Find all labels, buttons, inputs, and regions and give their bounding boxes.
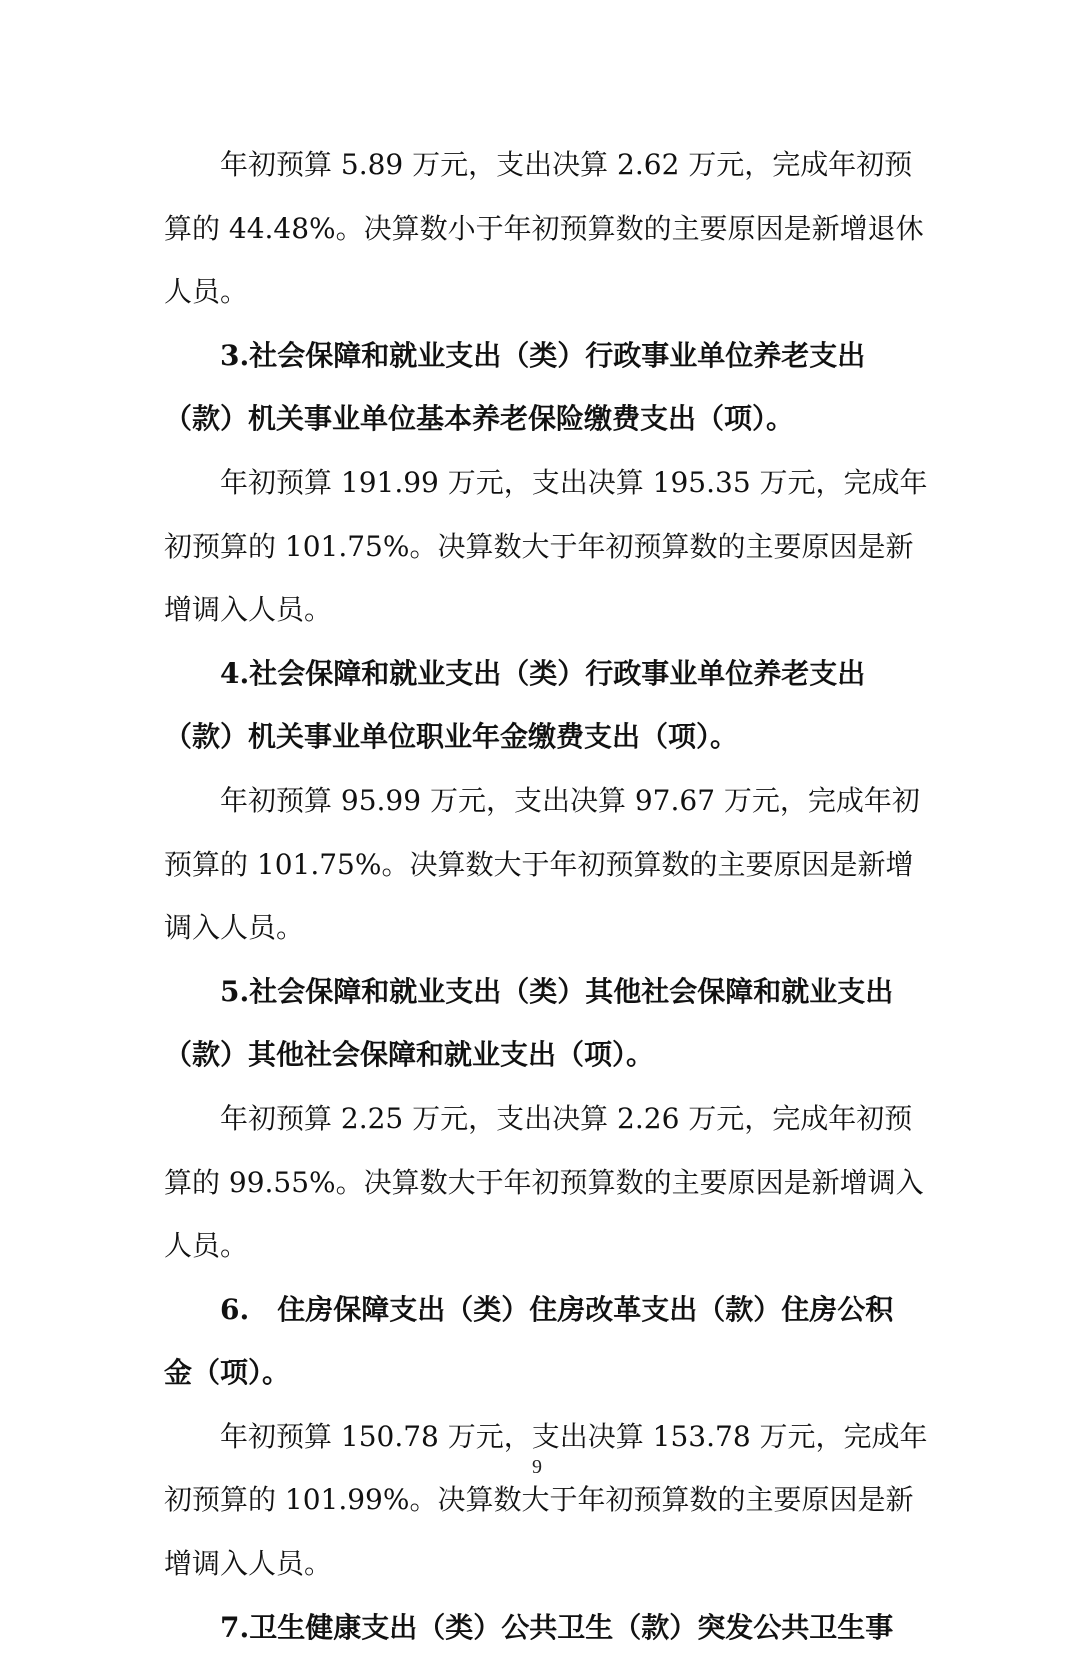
paragraph-line: 人员。 xyxy=(164,275,249,309)
section-heading-line: 7.卫生健康支出（类）公共卫生（款）突发公共卫生事 xyxy=(220,1610,894,1644)
page-body xyxy=(164,133,928,1659)
paragraph-line: 初预算的 101.99%。决算数大于年初预算数的主要原因是新 xyxy=(164,1483,914,1517)
paragraph-line: 年初预算 150.78 万元，支出决算 153.78 万元，完成年 xyxy=(220,1419,928,1453)
paragraph-line: 预算的 101.75%。决算数大于年初预算数的主要原因是新增 xyxy=(164,847,914,881)
paragraph-line: 算的 44.48%。决算数小于年初预算数的主要原因是新增退休 xyxy=(164,211,924,245)
section-heading-line: 6. 住房保障支出（类）住房改革支出（款）住房公积 xyxy=(220,1292,894,1326)
section-heading-line: 5.社会保障和就业支出（类）其他社会保障和就业支出 xyxy=(220,974,894,1008)
section-heading-line: 3.社会保障和就业支出（类）行政事业单位养老支出 xyxy=(220,338,866,372)
paragraph-line: 调入人员。 xyxy=(164,911,305,945)
paragraph-line: 增调入人员。 xyxy=(164,1547,333,1581)
paragraph-line: 初预算的 101.75%。决算数大于年初预算数的主要原因是新 xyxy=(164,529,914,563)
paragraph-line: 人员。 xyxy=(164,1229,249,1263)
section-heading-line: 金（项）。 xyxy=(164,1356,291,1390)
paragraph-line: 增调入人员。 xyxy=(164,593,333,627)
paragraph-line: 算的 99.55%。决算数大于年初预算数的主要原因是新增调入 xyxy=(164,1165,924,1199)
section-heading-line: （款）机关事业单位基本养老保险缴费支出（项）。 xyxy=(164,402,795,436)
section-heading-line: （款）其他社会保障和就业支出（项）。 xyxy=(164,1038,655,1072)
section-heading-line: （款）机关事业单位职业年金缴费支出（项）。 xyxy=(164,720,739,754)
paragraph-line: 年初预算 191.99 万元，支出决算 195.35 万元，完成年 xyxy=(220,465,928,499)
paragraph-line: 年初预算 95.99 万元，支出决算 97.67 万元，完成年初 xyxy=(220,783,920,817)
section-heading-line: 4.社会保障和就业支出（类）行政事业单位养老支出 xyxy=(220,656,866,690)
page-number: 9 xyxy=(532,1456,542,1478)
paragraph-line: 年初预算 5.89 万元，支出决算 2.62 万元，完成年初预 xyxy=(220,148,913,181)
paragraph-line: 年初预算 2.25 万元，支出决算 2.26 万元，完成年初预 xyxy=(220,1101,913,1135)
